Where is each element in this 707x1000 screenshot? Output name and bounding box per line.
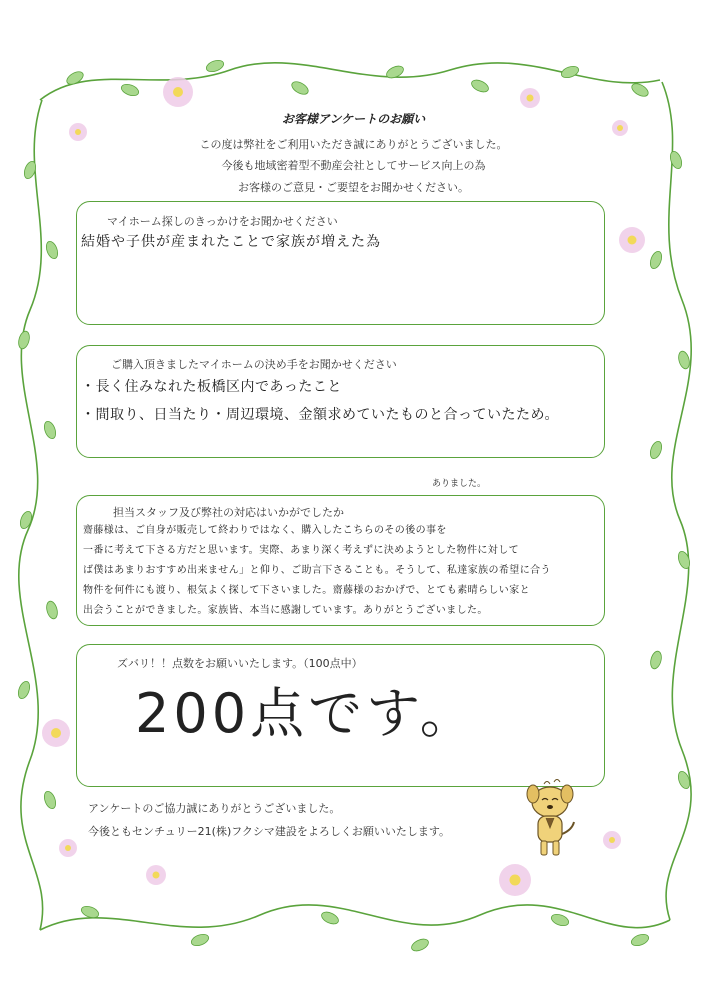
question-label: 担当スタッフ及び弊社の対応はいかがでしたか: [113, 506, 344, 519]
intro-line: 今後も地域密着型不動産会社としてサービス向上の為: [221, 159, 486, 172]
question-box-staff-response: [76, 495, 605, 626]
insertion-note: ありました。: [432, 479, 487, 489]
question-label: ズバリ！！点数をお願いいたします。（100点中）: [117, 657, 363, 670]
question-label: ご購入頂きましたマイホームの決め手をお聞かせください: [111, 358, 397, 371]
intro-line: お客様のご意見・ご要望をお聞かせください。: [238, 181, 469, 194]
handwritten-score: 200点です。: [135, 682, 478, 745]
question-box-trigger: [76, 201, 605, 325]
handwritten-answer: 結婚や子供が産まれたことで家族が増えた為: [81, 234, 381, 250]
handwritten-answer-line: 物件を何件にも渡り、根気よく探して下さいました。齋藤様のおかげで、とても素晴らしい家と: [83, 585, 530, 596]
closing-line: 今後ともセンチュリー21(株)フクシマ建設をよろしくお願いいたします。: [88, 825, 451, 838]
handwritten-answer-line: 齋藤様は、ご自身が販売して終わりではなく、購入したこちらのその後の事を: [83, 525, 447, 536]
dog-mascot-icon: [520, 778, 580, 860]
question-box-score: [76, 644, 605, 787]
handwritten-answer-line: 一番に考えて下さる方だと思います。実際、あまり深く考えずに決めようとした物件に対して: [83, 545, 519, 556]
survey-title: お客様アンケートのお願い: [281, 112, 426, 126]
handwritten-answer: ・間取り、日当たり・周辺環境、金額求めていたものと合っていたため。: [81, 407, 559, 423]
handwritten-answer-line: ば僕はあまりおすすめ出来ません」と仰り、ご助言下さることも。そうして、私達家族の希望に合う: [83, 565, 551, 576]
handwritten-answer: ・長く住みなれた板橋区内であったこと: [81, 379, 342, 395]
closing-line: アンケートのご協力誠にありがとうございました。: [88, 802, 341, 815]
question-box-deciding-factor: [76, 345, 605, 458]
handwritten-answer-line: 出会うことができました。家族皆、本当に感謝しています。ありがとうございました。: [83, 605, 488, 616]
question-label: マイホーム探しのきっかけをお聞かせください: [107, 215, 338, 228]
intro-line: この度は弊社をご利用いただき誠にありがとうございました。: [199, 138, 508, 151]
